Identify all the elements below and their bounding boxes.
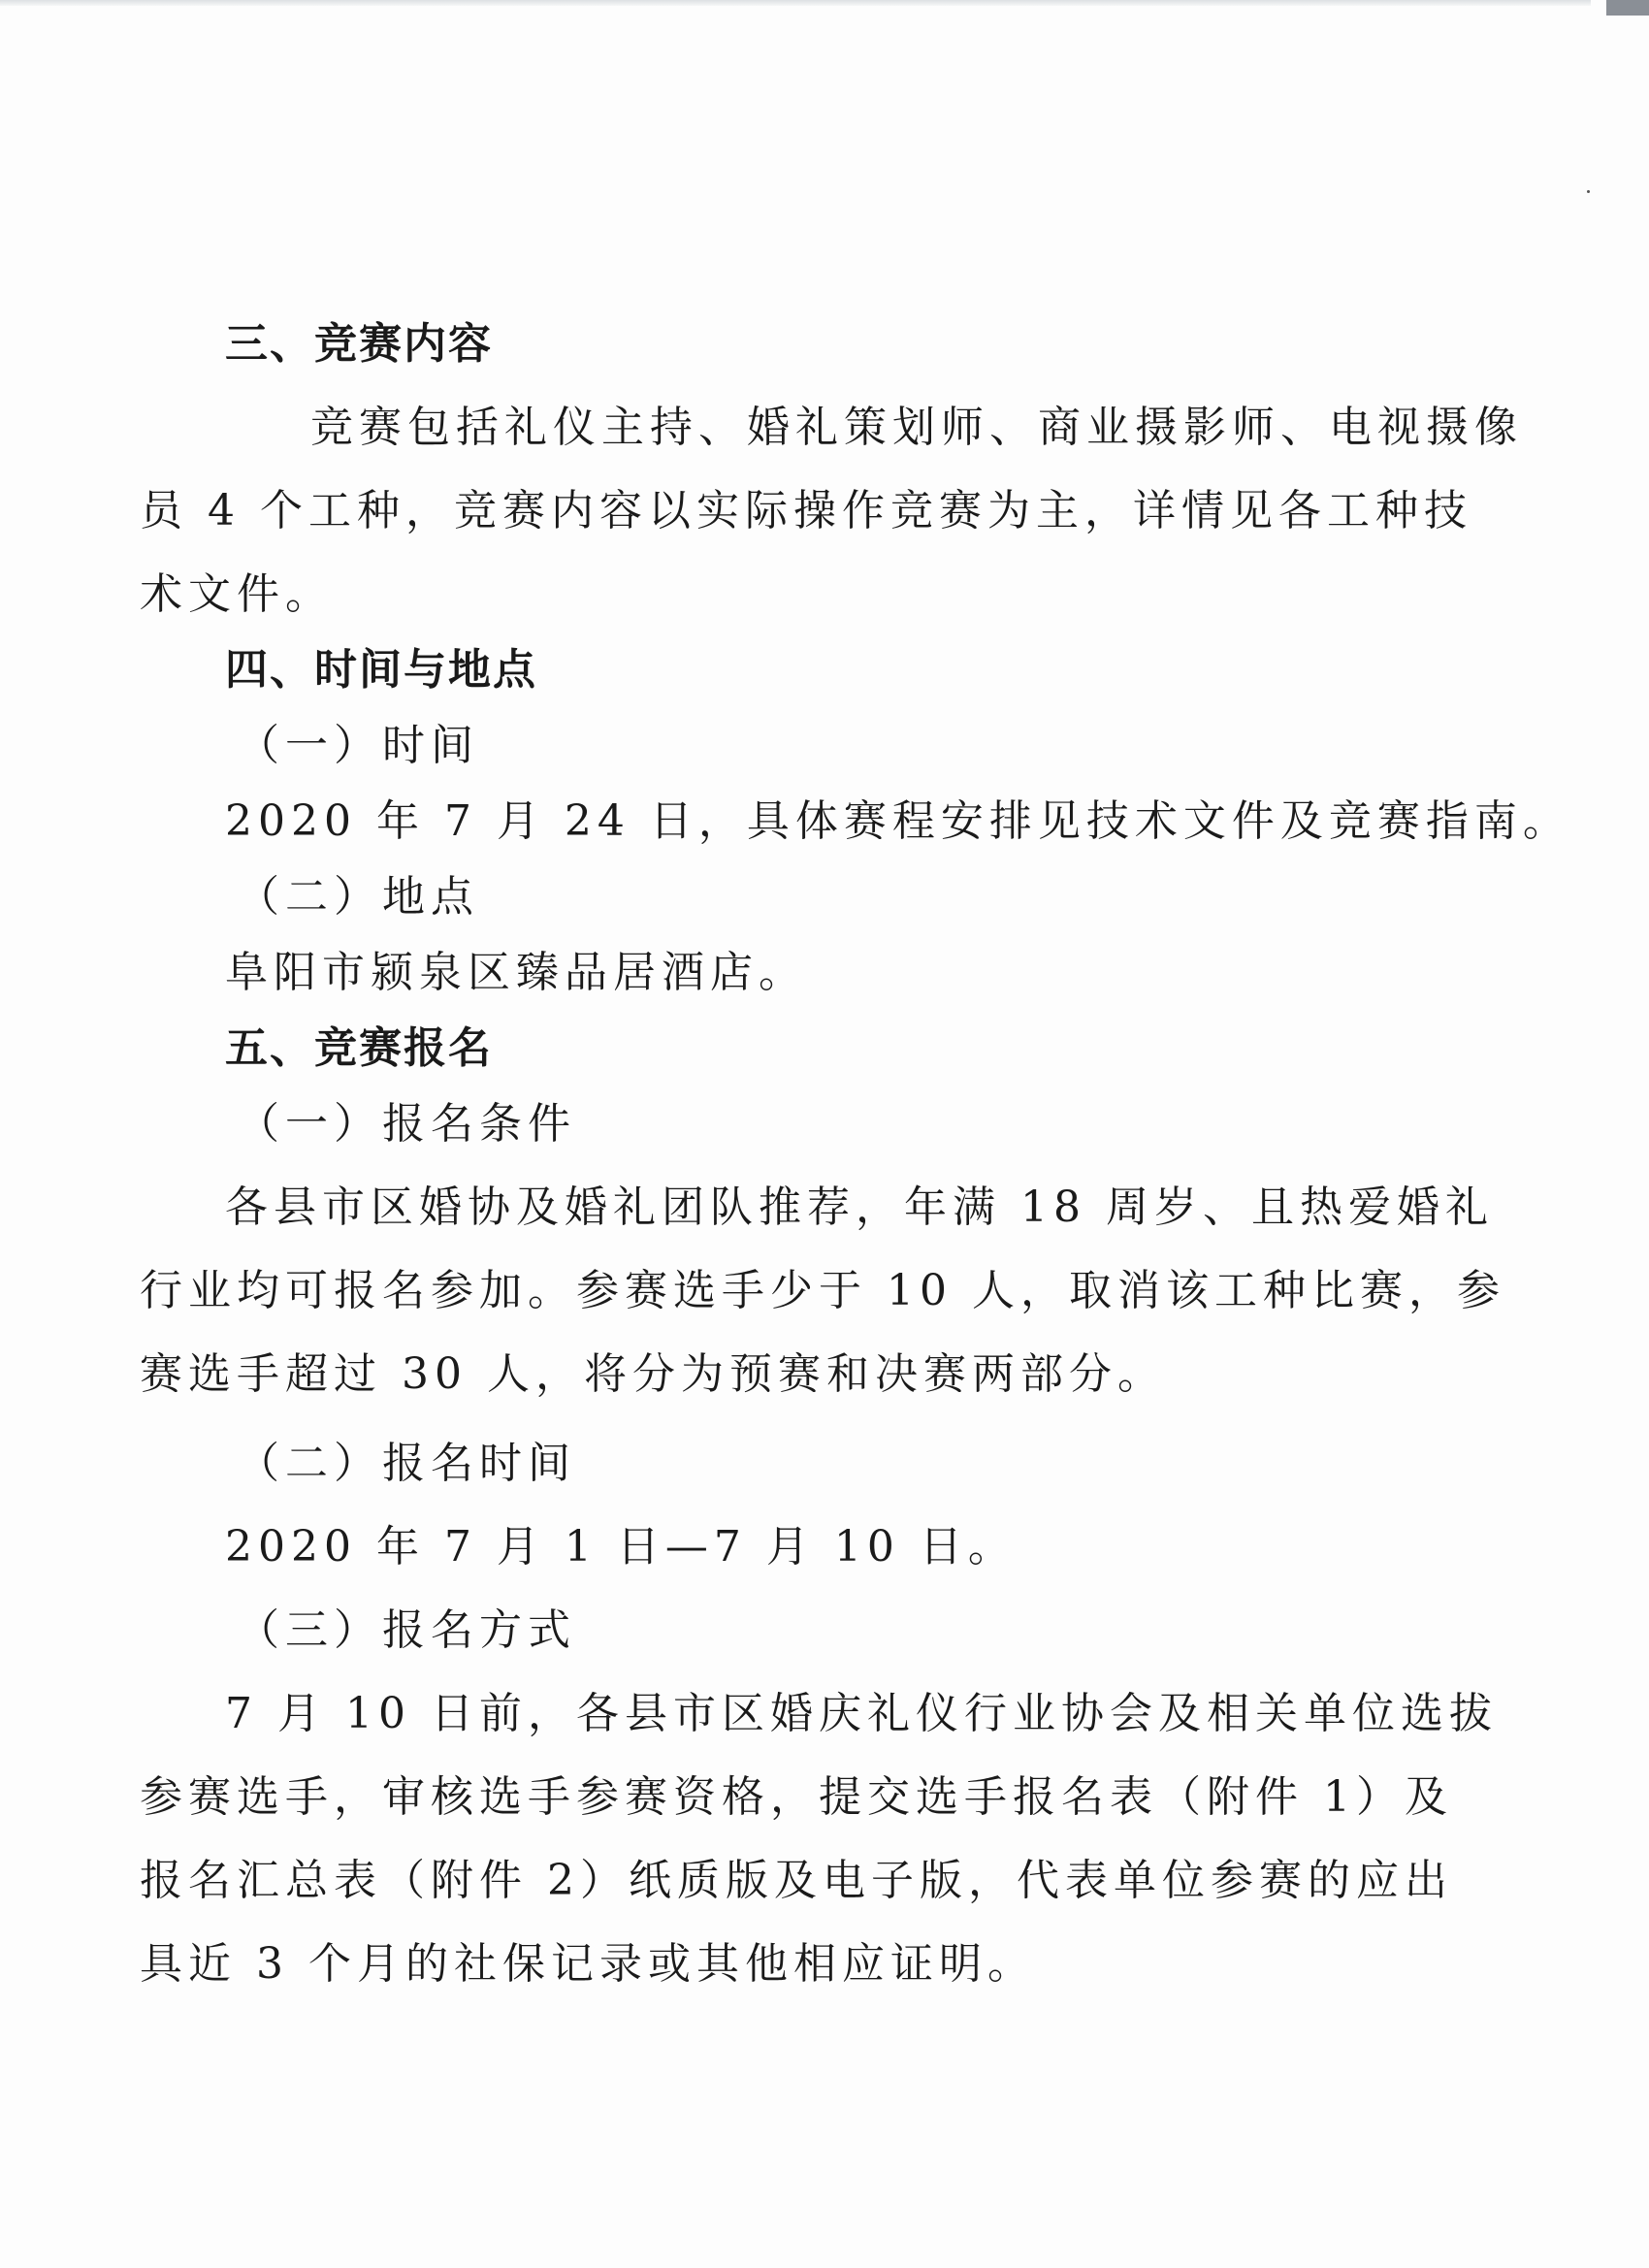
- subsection-title-time: （一）时间: [237, 721, 479, 770]
- paragraph-line: 7 月 10 日前，各县市区婚庆礼仪行业协会及相关单位选拔: [225, 1689, 1498, 1738]
- paragraph-line: 员 4 个工种，竞赛内容以实际操作竞赛为主，详情见各工种技: [140, 486, 1472, 535]
- subsection-title-place: （二）地点: [237, 872, 479, 922]
- scan-corner-mark: [1606, 0, 1649, 16]
- scan-speck: [1587, 190, 1590, 193]
- subsection-title-conditions: （一）报名条件: [237, 1099, 576, 1149]
- paragraph-line: 参赛选手，审核选手参赛资格，提交选手报名表（附件 1）及: [140, 1772, 1453, 1822]
- section-heading-time-place: 四、时间与地点: [225, 645, 537, 695]
- paragraph-line: 术文件。: [140, 569, 334, 619]
- section-heading-registration: 五、竞赛报名: [225, 1023, 493, 1073]
- paragraph-line: 赛选手超过 30 人，将分为预赛和决赛两部分。: [140, 1349, 1166, 1399]
- document-body: [140, 303, 1571, 2006]
- paragraph-line: 2020 年 7 月 1 日—7 月 10 日。: [225, 1522, 1017, 1571]
- subsection-title-reg-time: （二）报名时间: [237, 1439, 576, 1488]
- section-heading-content: 三、竞赛内容: [225, 319, 493, 369]
- paragraph-line: 报名汇总表（附件 2）纸质版及电子版，代表单位参赛的应出: [140, 1856, 1453, 1905]
- paragraph-line: 具近 3 个月的社保记录或其他相应证明。: [140, 1939, 1036, 1989]
- scan-edge-shadow: [0, 0, 1591, 6]
- paragraph-line: 行业均可报名参加。参赛选手少于 10 人，取消该工种比赛，参: [140, 1266, 1505, 1315]
- paragraph-line: 2020 年 7 月 24 日，具体赛程安排见技术文件及竞赛指南。: [225, 796, 1571, 846]
- subsection-title-reg-method: （三）报名方式: [237, 1605, 576, 1655]
- paragraph-line: 阜阳市颍泉区臻品居酒店。: [225, 948, 807, 997]
- paragraph-line: 竞赛包括礼仪主持、婚礼策划师、商业摄影师、电视摄像: [310, 403, 1523, 452]
- paragraph-line: 各县市区婚协及婚礼团队推荐，年满 18 周岁、且热爱婚礼: [225, 1183, 1494, 1232]
